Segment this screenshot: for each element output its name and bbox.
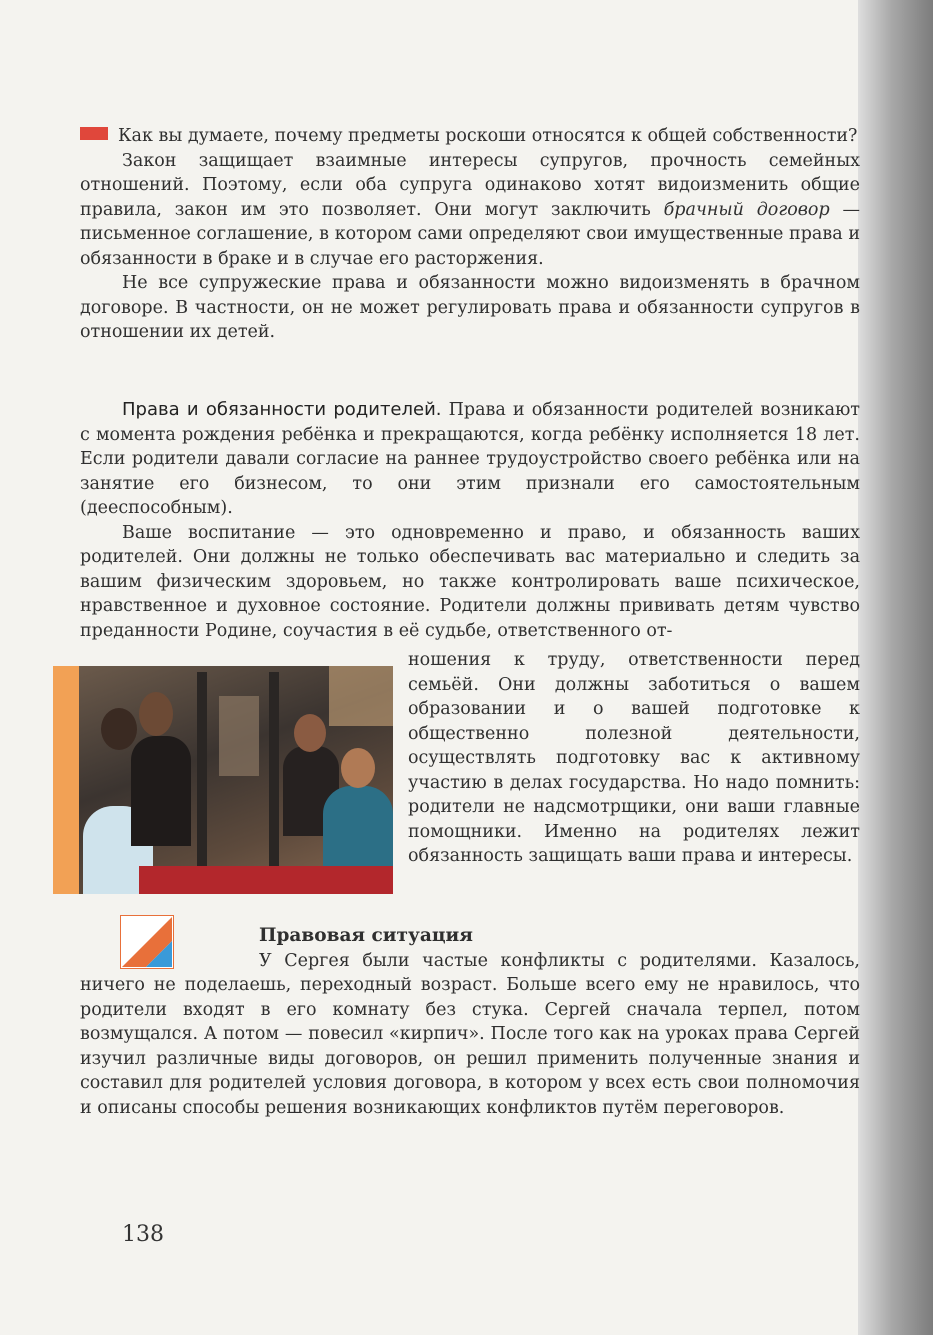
section-heading: Права и обязанности родителей. [122,399,442,420]
photo-teens-at-door [79,666,393,894]
situation-text: У Сергея были частые конфликты с родителями. Казалось, ничего не поделаешь, переходный возраст. Больше всего ему не нравилось, что родители входят в его комнату без стука. Сергей сначала терпел, потом возмущался. А потом — повесил «кирпич». После того как на уроках права Сергей изучил различные виды договоров, он решил применить полученные знания и составил для родителей условия договора, в котором у всех есть свои полномочия и описаны способы решения возникающих конфликтов путём переговоров. [80,950,860,1118]
paragraph-text: — письменное соглашение, в котором сами определяют свои имущественные права и обязанности в браке и в случае его расторжения. [80,199,860,269]
question-marker-icon [80,127,108,140]
paragraph-text: Закон защищает взаимные интересы супругов, прочность семейных отношений. Поэтому, если оба супруга одинаково хотят видоизменить общие правила, закон им это позволяет. Они могут заключить [80,150,860,220]
page-edge-shadow [858,0,933,1335]
paragraph-marriage-contract [80,149,860,272]
photo-accent-stripe [53,666,79,894]
legal-situation-block [80,924,860,1120]
section-text: Права и обязанности родителей возникают с момента рождения ребёнка и прекращаются, когда ребёнку исполняется 18 лет. Если родители давали согласие на раннее трудоустройство своего ребёнка или на занятие его бизнесом, то они этим признали его самостоятельным (дееспособным). [80,400,860,518]
term-marriage-contract: брачный договор [663,199,830,220]
question-text: Как вы думаете, почему предметы роскоши относятся к общей собственности? [118,126,858,146]
main-text-block [80,124,860,345]
section-parents [80,398,860,643]
photo-illustration [53,666,393,894]
paragraph-limits: Не все супружеские права и обязанности можно видоизменять в брачном договоре. В частности, он не может регулировать права и обязанности супругов в отношении их детей. [80,273,860,342]
question-paragraph [80,124,860,149]
page-number: 138 [122,1222,164,1247]
situation-title: Правовая ситуация [259,925,473,946]
paragraph-parents-rights [80,398,860,521]
paragraph-upbringing: Ваше воспитание — это одновременно и право, и обязанность ваших родителей. Они должны не только обеспечивать вас материально и следить за вашим физическим здоровьем, но также контролировать ваше психическое, нравственное и духовное состояние. Родители должны прививать детям чувство преданности Родине, соучастия в её судьбе, ответственного от- [80,522,860,641]
text-beside-photo [408,648,860,869]
paragraph-continuation: ношения к труду, ответственности перед семьёй. Они должны заботиться о вашем образовании и о вашей подготовке к общественно полезной деятельности, осуществлять подготовку вас к активному участию в делах государства. Но надо помнить: родители не надсмотрщики, они ваши главные помощники. Именно на родителях лежит обязанность защищать ваши права и интересы. [408,650,860,866]
